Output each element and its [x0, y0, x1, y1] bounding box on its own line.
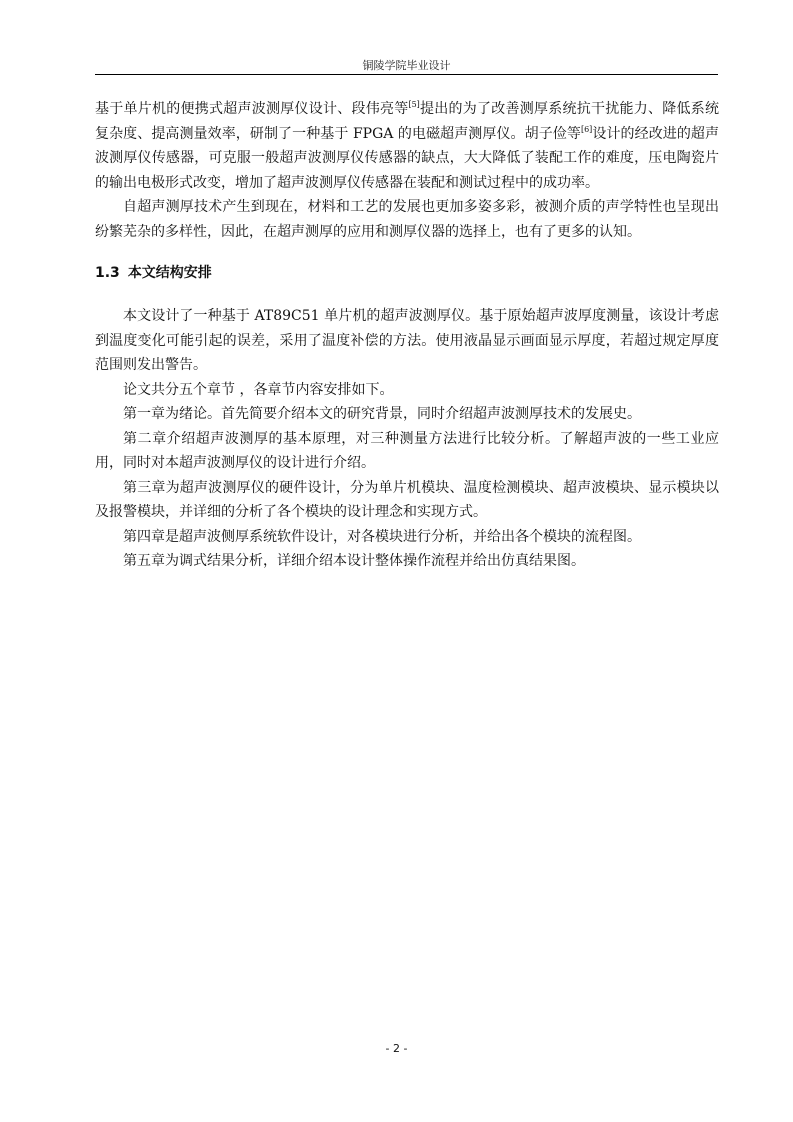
page-header: 铜陵学院毕业设计: [362, 59, 451, 72]
citation-ref: [6]: [580, 124, 593, 134]
section-number: 1.3: [95, 265, 120, 281]
document-body: [95, 97, 719, 574]
paragraph: 自超声测厚技术产生到现在，材料和工艺的发展也更加多姿多彩，被测介质的声学特性也呈现出纷繁芜杂的多样性，因此，在超声测厚的应用和测厚仪器的选择上，也有了更多的认知。: [95, 199, 719, 240]
paragraph: 第二章介绍超声波测厚的基本原理，对三种测量方法进行比较分析。了解超声波的一些工业应用，同时对本超声波测厚仪的设计进行介绍。: [95, 430, 719, 471]
paragraph: 论文共分五个章节 ，各章节内容安排如下。: [123, 381, 394, 398]
paragraph: 第五章为调式结果分析，详细介绍本设计整体操作流程并给出仿真结果图。: [123, 553, 585, 569]
citation-ref: [5]: [408, 100, 420, 109]
section-title: 本文结构安排: [127, 265, 212, 281]
paragraph: 第三章为超声波测厚仪的硬件设计，分为单片机模块、温度检测模块、超声波模块、显示模块以及报警模块，并详细的分析了各个模块的设计理念和实现方式。: [95, 479, 719, 520]
header-divider: [95, 74, 718, 75]
paragraph: 第四章是超声波侧厚系统软件设计，对各模块进行分析，并给出各个模块的流程图。: [123, 528, 641, 545]
paragraph-text: 提出的为了改善测厚系统抗干扰能力、降低系统复杂度、提高测量效率，研制了一种基于 FPGA 的电磁超声测厚仪。胡子俭等: [95, 101, 719, 142]
paragraph-text: 设计的经改进的超声波测厚仪传感器，可克服一般超声波测厚仪传感器的缺点，大大降低了装配工作的难度，压电陶瓷片的输出电极形式改变，增加了超声波测厚仪传感器在装配和测试过程中的成功率。: [95, 125, 720, 191]
paragraph-text: 基于单片机的便携式超声波测厚仪设计、段伟亮等: [95, 101, 409, 117]
section-heading: [95, 261, 719, 285]
page-number: - 2 -: [385, 1042, 408, 1055]
paragraph: [95, 97, 719, 195]
paragraph: 本文设计了一种基于 AT89C51 单片机的超声波测厚仪。基于原始超声波厚度测量，该设计考虑到温度变化可能引起的误差，采用了温度补偿的方法。使用液晶显示画面显示厚度，若超过规定厚度范围则发出警告。: [95, 308, 719, 373]
paragraph: 第一章为绪论。首先简要介绍本文的研究背景，同时介绍超声波测厚技术的发展史。: [123, 406, 641, 422]
